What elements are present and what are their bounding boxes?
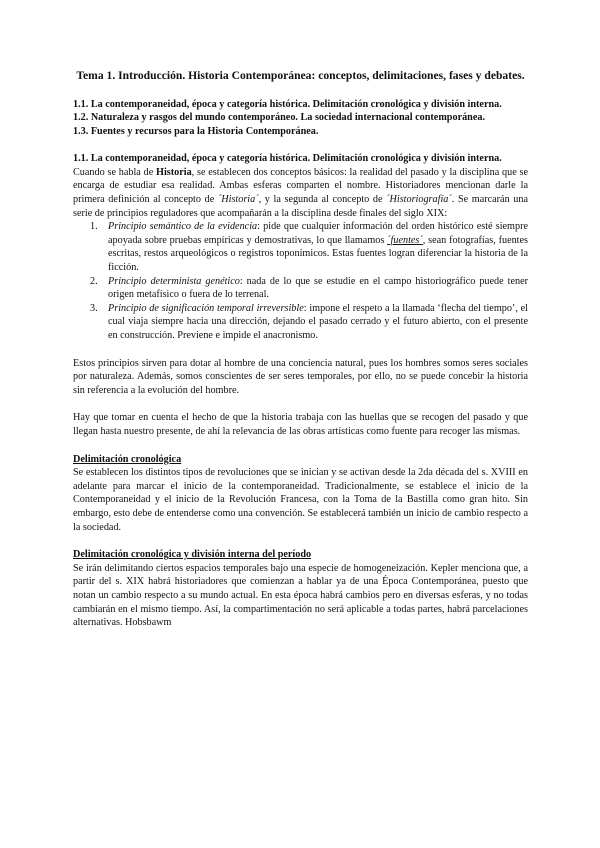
spacer xyxy=(73,534,528,548)
document-title: Tema 1. Introducción. Historia Contemporánea: conceptos, delimitaciones, fases y debates. xyxy=(76,69,525,82)
list-item xyxy=(73,275,528,302)
list-item xyxy=(73,220,528,274)
document-body xyxy=(73,68,528,630)
body-paragraph: Se irán delimitando ciertos espacios temporales bajo una especie de homogeneización. Kepler menciona que, a partir del s. XIX habrá historiadores que comienzan a hablar ya de una Época Contemporánea, puesto que notan un cambio respecto a su mundo actual. En esta época habrá cambios pero en diversas esferas, y no todas cambiarán en el mismo tiempo. Así, la compartimentación no será aplicable a todas partes, habrá parcelaciones alternativas. Hobsbawm xyxy=(73,562,528,629)
body-paragraph: Se establecen los distintos tipos de revoluciones que se inician y se activan desde la 2da década del s. XVIII en adelante para marcar el inicio de la contemporaneidad. Tradicionalmente, se establece el inicio de la Contemporaneidad y el inicio de la Revolución Francesa, con la Toma de la Bastilla como gran hito. Sin embargo, esto debe de entenderse como una convención. Se establecerá también un inicio de cambio respecto a la sociedad. xyxy=(73,467,528,533)
principle-text: : nada de lo que se estudie en el campo historiográfico puede tener origen metafísico o fuera de lo terrenal. xyxy=(108,275,529,301)
toc-item: 1.2. Naturaleza y rasgos del mundo contemporáneo. La sociedad internacional contemporánea. xyxy=(73,112,486,124)
principle-name: Principio determinista genético xyxy=(108,275,240,287)
section-heading: 1.1. La contemporaneidad, época y categoría histórica. Delimitación cronológica y división interna. xyxy=(73,153,502,165)
spacer xyxy=(73,439,528,453)
table-of-contents xyxy=(73,98,528,139)
toc-item: 1.1. La contemporaneidad, época y categoría histórica. Delimitación cronológica y división interna. xyxy=(73,98,502,110)
subsection-heading: Delimitación cronológica xyxy=(73,453,182,465)
list-item xyxy=(73,302,528,343)
principles-list xyxy=(73,220,528,342)
intro-bold-term: Historia xyxy=(156,166,192,178)
toc-item: 1.3. Fuentes y recursos para la Historia Contemporánea. xyxy=(73,125,319,137)
principle-name: Principio semántico de la evidencia xyxy=(108,221,258,233)
body-paragraph: Hay que tomar en cuenta el hecho de que la historia trabaja con las huellas que se recogen del pasado y que llegan hasta nuestro presente, de ahí la relevancia de las obras artísticas como fuente para recoger las mismas. xyxy=(73,412,528,437)
body-paragraph: Estos principios sirven para dotar al hombre de una conciencia natural, pues los hombres somos seres sociales por naturaleza. Además, somos conscientes de ser seres temporales, por ello, no se puede concebir la historia sin referencia a la evolución del hombre. xyxy=(73,357,528,396)
list-number: 2. xyxy=(90,275,98,287)
intro-italic-term: ´Historiografía´ xyxy=(386,194,452,206)
principle-name: Principio de significación temporal irreversible xyxy=(108,302,304,314)
intro-paragraph xyxy=(73,166,528,220)
principle-underlined-term: ´fuentes´ xyxy=(387,234,423,246)
intro-text: . Se marcarán una serie de principios reguladores que acompañarán a la disciplina desde finales del siglo XIX: xyxy=(73,194,528,219)
principle-text: : pide que cualquier información del orden histórico esté siempre apoyada sobre pruebas empíricas y demostrativas, lo que llamamos xyxy=(108,221,528,246)
list-number: 1. xyxy=(90,221,98,233)
principle-text: : impone el respeto a la llamada ‘flecha del tiempo’, el cual viaja siempre hacia una dirección, dejando el pasado cerrado y el futuro abierto, con el presente en construcción. Previene e impide el anacronismo. xyxy=(108,302,528,341)
intro-text: , y la segunda al concepto de xyxy=(258,194,387,206)
principle-text: , sean fotografías, fuentes escritas, restos arqueológicos o registros toponímicos. Estas fuentes logran diferenciar la historia de la ficción. xyxy=(108,234,528,274)
intro-italic-term: ´Historia´ xyxy=(217,194,259,206)
intro-text: Cuando se habla de xyxy=(73,166,157,178)
intro-text: , se establecen dos conceptos básicos: la realidad del pasado y la disciplina que se encarga de estudiar esa realidad. Ambas esferas comparten el nombre. Historiadores mencionan darle la primera definición al concepto de xyxy=(73,166,529,206)
list-number: 3. xyxy=(90,302,98,314)
spacer xyxy=(73,343,528,357)
subsection-heading: Delimitación cronológica y división interna del período xyxy=(73,549,312,561)
spacer xyxy=(73,397,528,411)
